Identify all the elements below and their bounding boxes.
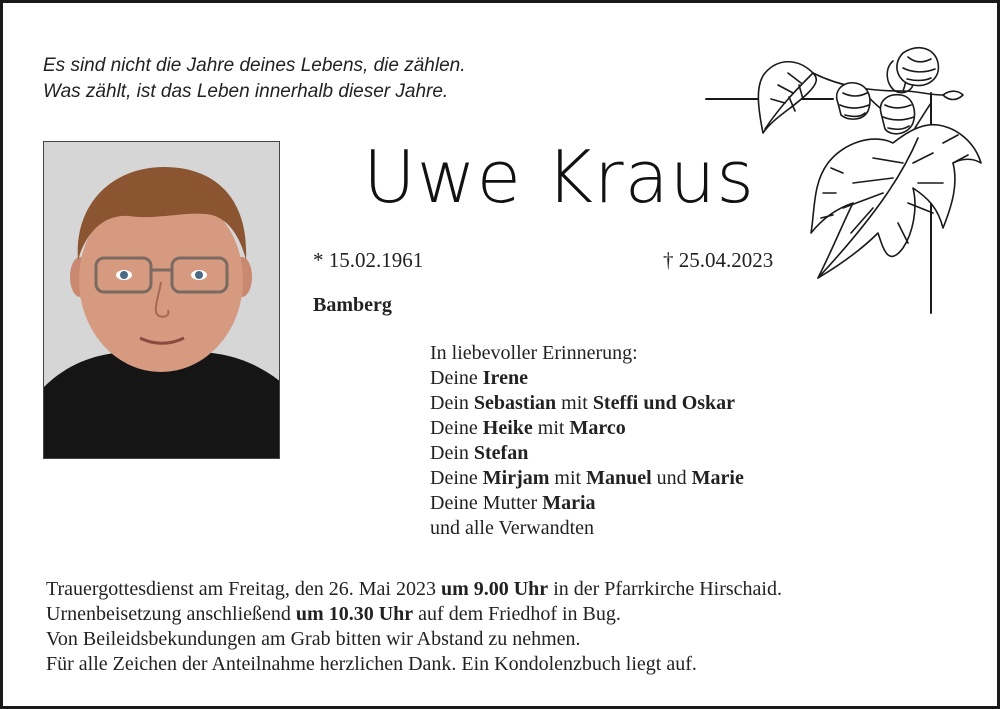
home-city: Bamberg xyxy=(313,294,392,316)
plain-text: Deine Mutter xyxy=(430,492,543,514)
emphasis-text: Sebastian xyxy=(473,392,557,414)
emphasis-text: Steffi und Oskar xyxy=(592,392,736,414)
plain-text: in der Pfarrkirche Hirschaid. xyxy=(548,578,782,600)
notice-line xyxy=(46,602,782,627)
emphasis-text: Heike xyxy=(482,417,533,439)
quote-line-1: Es sind nicht die Jahre deines Lebens, die zählen. xyxy=(43,55,466,76)
plain-text: Deine xyxy=(430,467,483,489)
plain-text: Für alle Zeichen der Anteilnahme herzlichen Dank. Ein Kondolenzbuch liegt auf. xyxy=(46,653,697,675)
emphasis-text: um 10.30 Uhr xyxy=(295,603,414,625)
emphasis-text: Irene xyxy=(482,367,528,389)
notice-line xyxy=(46,577,782,602)
family-member-line xyxy=(430,391,744,416)
family-member-line xyxy=(430,466,744,491)
death-date: † 25.04.2023 xyxy=(663,248,774,272)
emphasis-text: Marie xyxy=(691,467,744,489)
plain-text: Deine xyxy=(430,367,483,389)
plain-text: Von Beileidsbekundungen am Grab bitten wir Abstand zu nehmen. xyxy=(46,628,581,650)
emphasis-text: Marco xyxy=(569,417,626,439)
family-member-line xyxy=(430,491,744,516)
emphasis-text: Stefan xyxy=(473,442,529,464)
family-members xyxy=(430,366,744,516)
plain-text: Deine xyxy=(430,417,483,439)
plain-text: Dein xyxy=(430,442,474,464)
emphasis-text: Maria xyxy=(542,492,596,514)
deceased-name: Uwe Kraus xyxy=(363,135,755,219)
plain-text: mit xyxy=(549,467,587,489)
emphasis-text: Mirjam xyxy=(482,467,550,489)
plain-text: und xyxy=(651,467,692,489)
plain-text: mit xyxy=(532,417,570,439)
plain-text: Urnenbeisetzung anschließend xyxy=(46,603,296,625)
family-list xyxy=(430,341,744,541)
birth-date: * 15.02.1961 xyxy=(313,248,424,272)
service-notice xyxy=(46,577,782,677)
plain-text: Trauergottesdienst am Freitag, den 26. Mai 2023 xyxy=(46,578,441,600)
emphasis-text: Manuel xyxy=(586,467,652,489)
plain-text: auf dem Friedhof in Bug. xyxy=(413,603,621,625)
notice-line xyxy=(46,652,782,677)
portrait-photo xyxy=(43,141,280,459)
quote-line-2: Was zählt, ist das Leben innerhalb dieser Jahre. xyxy=(43,81,449,102)
family-outro: und alle Verwandten xyxy=(430,517,595,539)
memorial-quote xyxy=(43,53,466,105)
emphasis-text: um 9.00 Uhr xyxy=(440,578,549,600)
plain-text: Dein xyxy=(430,392,474,414)
plain-text: mit xyxy=(556,392,593,414)
family-member-line xyxy=(430,416,744,441)
family-intro: In liebevoller Erinnerung: xyxy=(430,342,638,364)
family-member-line xyxy=(430,366,744,391)
notice-line xyxy=(46,627,782,652)
family-member-line xyxy=(430,441,744,466)
